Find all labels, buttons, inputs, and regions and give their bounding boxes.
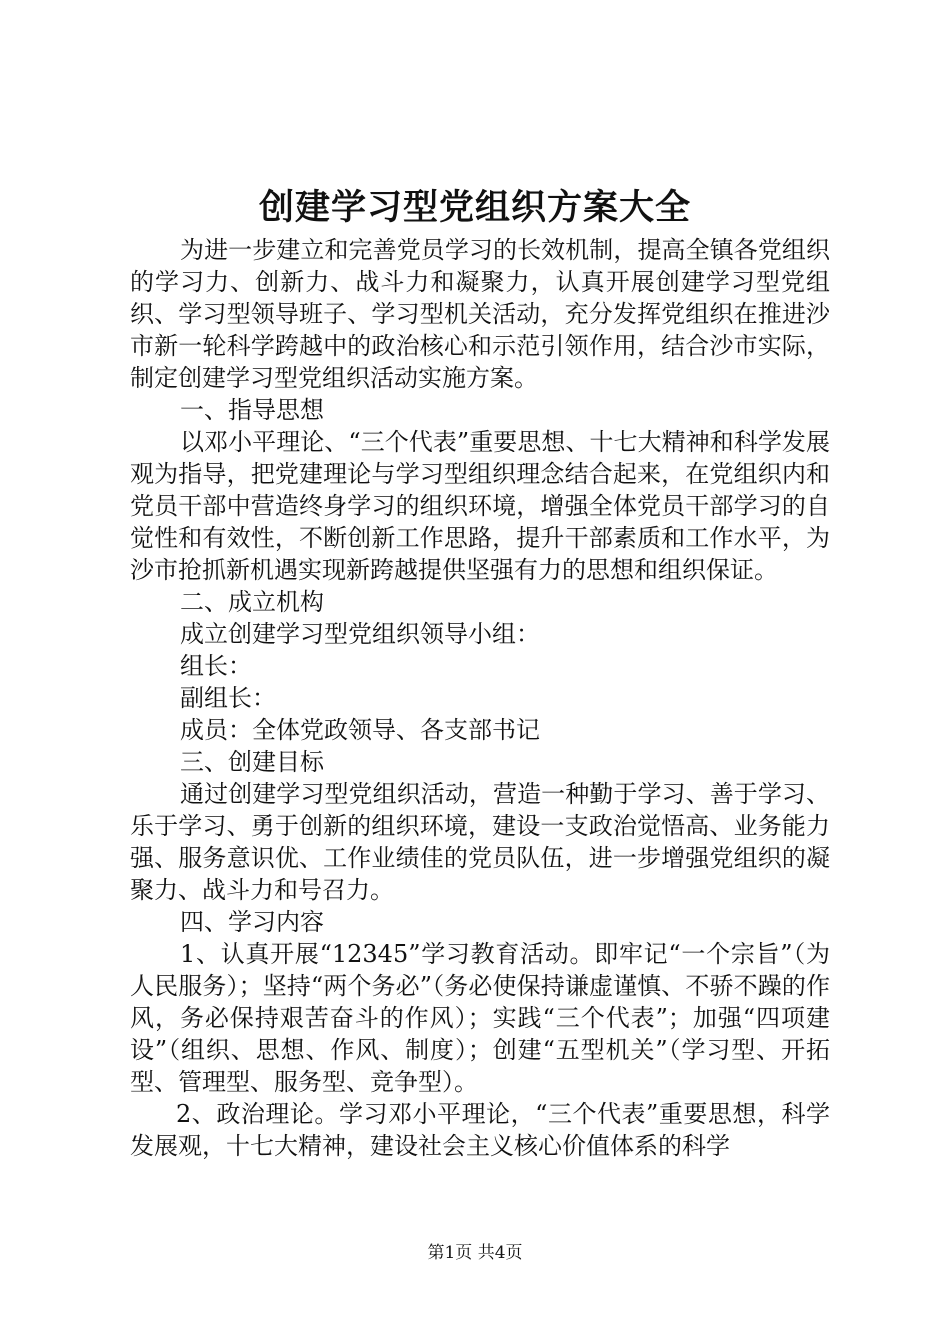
leading-group-line: 成立创建学习型党组织领导小组： (180, 620, 540, 648)
intro-paragraph: 为进一步建立和完善党员学习的长效机制，提高全镇各党组织的学习力、创新力、战斗力和凝聚力，认真开展创建学习型党组织、学习型领导班子、学习型机关活动，充分发挥党组织在推进沙市新一轮科学跨越中的政治核心和示范引领作用，结合沙市实际，制定创建学习型党组织活动实施方案。 (130, 236, 830, 392)
section-heading-study-content: 四、学习内容 (180, 908, 324, 936)
members-line: 成员：全体党政领导、各支部书记 (180, 716, 540, 744)
goals-paragraph: 通过创建学习型党组织活动，营造一种勤于学习、善于学习、乐于学习、勇于创新的组织环境，建设一支政治觉悟高、业务能力强、服务意识优、工作业绩佳的党员队伍，进一步增强党组织的凝聚力、战斗力和号召力。 (130, 780, 830, 904)
guiding-ideology-paragraph: 以邓小平理论、“三个代表”重要思想、十七大精神和科学发展观为指导，把党建理论与学习型组织理念结合起来，在党组织内和党员干部中营造终身学习的组织环境，增强全体党员干部学习的自觉性和有效性，不断创新工作思路，提升干部素质和工作水平，为沙市抢抓新机遇实现新跨越提供坚强有力的思想和组织保证。 (130, 428, 830, 584)
study-item-2-paragraph: 2、政治理论。学习邓小平理论，“三个代表”重要思想，科学发展观，十七大精神，建设社会主义核心价值体系的科学 (130, 1100, 830, 1160)
study-item-1-paragraph: 1、认真开展“12345”学习教育活动。即牢记“一个宗旨”（为人民服务）；坚持“两个务必”（务必使保持谦虚谨慎、不骄不躁的作风，务必保持艰苦奋斗的作风）；实践“三个代表”；加强“四项建设”（组织、思想、作风、制度）；创建“五型机关”（学习型、开拓型、管理型、服务型、竞争型）。 (130, 940, 830, 1096)
section-heading-organization: 二、成立机构 (180, 588, 324, 616)
page-footer: 第1页 共4页 (427, 1243, 523, 1263)
group-leader-line: 组长： (180, 652, 252, 680)
document-title: 创建学习型党组织方案大全 (258, 187, 691, 228)
deputy-leader-line: 副组长： (180, 684, 276, 712)
document-body (130, 234, 830, 1162)
section-heading-goals: 三、创建目标 (180, 748, 324, 776)
section-heading-guiding-ideology: 一、指导思想 (180, 396, 324, 424)
